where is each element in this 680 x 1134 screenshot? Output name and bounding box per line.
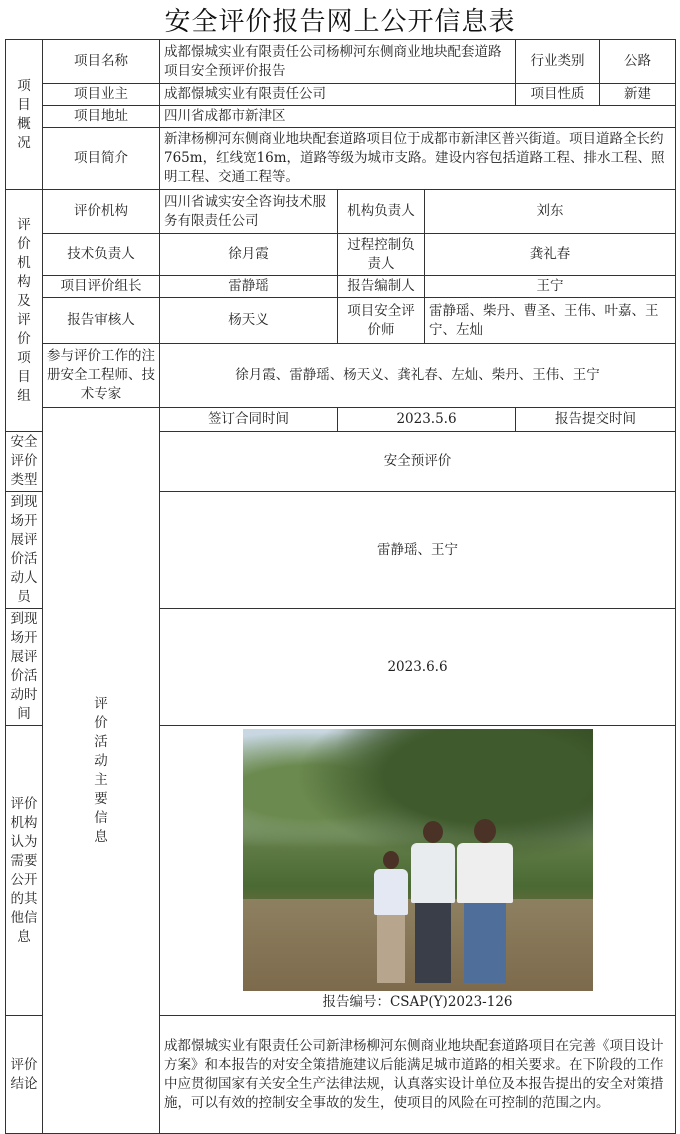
- label-industry: 行业类别: [516, 40, 600, 84]
- label-nature: 项目性质: [516, 84, 600, 106]
- value-owner: 成都憬城实业有限责任公司: [160, 84, 516, 106]
- site-photo: [243, 729, 593, 991]
- value-tech-head: 徐月霞: [160, 234, 338, 276]
- report-number: 报告编号：CSAP(Y)2023-126: [322, 994, 513, 1010]
- label-site-time: 到现场开展评价活动时间: [6, 609, 43, 726]
- value-project-name: 成都憬城实业有限责任公司杨柳河东侧商业地块配套道路项目安全预评价报告: [160, 40, 516, 84]
- value-safety-assessors: 雷静瑶、柴丹、曹圣、王伟、叶嘉、王宁、左灿: [425, 298, 676, 344]
- value-report-writer: 王宁: [425, 276, 676, 298]
- label-participants: 参与评价工作的注册安全工程师、技术专家: [43, 344, 160, 408]
- label-other-info: 评价机构认为需要公开的其他信息: [6, 726, 43, 1016]
- info-table: [5, 39, 676, 1134]
- value-agency: 四川省诚实安全咨询技术服务有限责任公司: [160, 190, 338, 234]
- value-industry: 公路: [600, 40, 676, 84]
- value-participants: 徐月霞、雷静瑶、杨天义、龚礼春、左灿、柴丹、王伟、王宁: [160, 344, 676, 408]
- section-activity: 评价活动主要信息: [43, 408, 160, 1134]
- value-nature: 新建: [600, 84, 676, 106]
- section-org: 评价机构及评价项目组: [6, 190, 43, 432]
- value-eval-type: 安全预评价: [160, 432, 676, 492]
- page-title: 安全评价报告网上公开信息表: [164, 7, 516, 37]
- value-site-time: 2023.6.6: [160, 609, 676, 726]
- label-contract-time: 签订合同时间: [160, 408, 338, 432]
- label-site-people: 到现场开展评价活动人员: [6, 492, 43, 609]
- label-submit-time: 报告提交时间: [516, 408, 676, 432]
- value-process-head: 龚礼春: [425, 234, 676, 276]
- label-agency: 评价机构: [43, 190, 160, 234]
- label-summary: 项目简介: [43, 128, 160, 190]
- label-reviewer: 报告审核人: [43, 298, 160, 344]
- label-eval-type: 安全评价类型: [6, 432, 43, 492]
- label-team-leader: 项目评价组长: [43, 276, 160, 298]
- value-address: 四川省成都市新津区: [160, 106, 676, 128]
- photo-person-1: [371, 851, 411, 983]
- label-project-name: 项目名称: [43, 40, 160, 84]
- value-conclusion: 成都憬城实业有限责任公司新津杨柳河东侧商业地块配套道路项目在完善《项目设计方案》和本报告的对安全策措施建议后能满足城市道路的相关要求。在下阶段的工作中应贯彻国家有关安全生产法律法规，认真落实设计单位及本报告提出的安全对策措施，可以有效的控制安全事故的发生，使项目的风险在可控制的范围之内。: [160, 1016, 676, 1134]
- value-reviewer: 杨天义: [160, 298, 338, 344]
- value-agency-head: 刘东: [425, 190, 676, 234]
- label-process-head: 过程控制负责人: [338, 234, 425, 276]
- label-agency-head: 机构负责人: [338, 190, 425, 234]
- label-report-writer: 报告编制人: [338, 276, 425, 298]
- value-summary: 新津杨柳河东侧商业地块配套道路项目位于成都市新津区普兴街道。项目道路全长约765m，红线宽16m，道路等级为城市支路。建设内容包括道路工程、排水工程、照明工程、交通工程等。: [160, 128, 676, 190]
- label-owner: 项目业主: [43, 84, 160, 106]
- photo-person-3: [455, 819, 515, 983]
- label-safety-assessors: 项目安全评价师: [338, 298, 425, 344]
- label-conclusion: 评价结论: [6, 1016, 43, 1134]
- label-tech-head: 技术负责人: [43, 234, 160, 276]
- section-overview: 项目概况: [6, 40, 43, 190]
- other-info-cell: [160, 726, 676, 1016]
- photo-person-2: [409, 821, 457, 983]
- label-address: 项目地址: [43, 106, 160, 128]
- value-team-leader: 雷静瑶: [160, 276, 338, 298]
- value-site-people: 雷静瑶、王宁: [160, 492, 676, 609]
- value-contract-time: 2023.5.6: [338, 408, 516, 432]
